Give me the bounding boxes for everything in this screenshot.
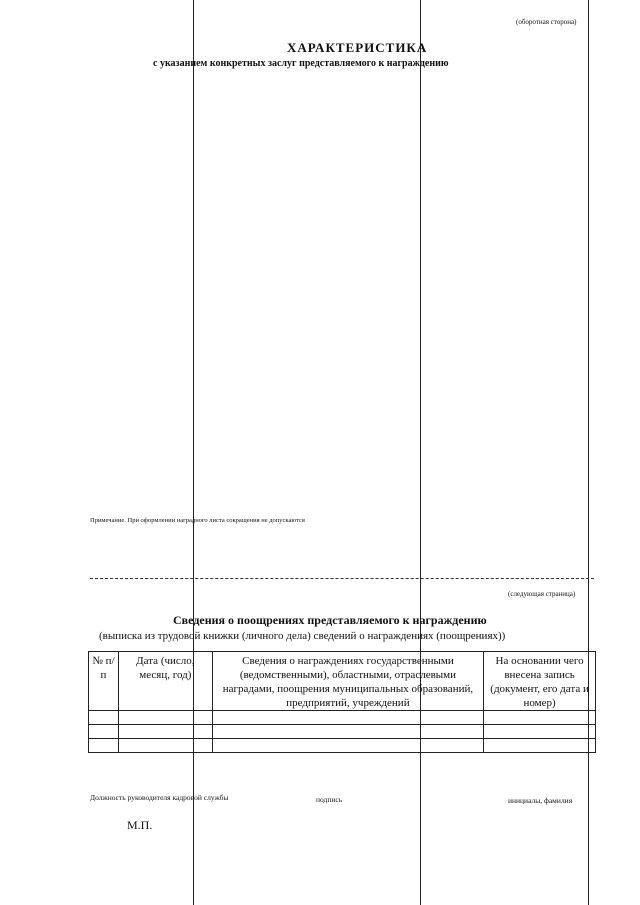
table-cell [212, 739, 483, 753]
signature-label: подпись [316, 795, 343, 804]
table-cell [212, 711, 483, 725]
table-cell [212, 725, 483, 739]
page-divider [90, 578, 594, 579]
table-cell [118, 711, 212, 725]
corner-note-top: (оборотная сторона) [516, 18, 577, 26]
table-cell [89, 725, 119, 739]
table-cell [484, 725, 596, 739]
awards-section-subtitle: (выписка из трудовой книжки (личного дела) сведений о награждениях (поощрениях)) [99, 630, 506, 642]
scan-line-right [588, 0, 589, 905]
table-cell [118, 739, 212, 753]
position-label: Должность руководителя кадровой службы [90, 793, 229, 802]
awards-table [88, 651, 596, 753]
header-basis: На основании чего внесена запись (документ, его дата и номер) [484, 652, 596, 711]
stamp-label: М.П. [127, 818, 153, 832]
table-cell [89, 711, 119, 725]
table-row [89, 725, 596, 739]
footnote: Примечание. При оформлении наградного листа сокращения не допускаются [90, 517, 305, 524]
awards-section-title: Сведения о поощрениях представляемого к награждению [173, 613, 487, 627]
header-number: № п/п [89, 652, 119, 711]
table-row [89, 739, 596, 753]
table-row [89, 711, 596, 725]
corner-note-next: (следующая страница) [508, 590, 576, 598]
characteristic-title: ХАРАКТЕРИСТИКА [287, 40, 428, 55]
scan-line-left [193, 0, 194, 905]
table-cell [118, 725, 212, 739]
header-awards-info: Сведения о награждениях государственными (ведомственными), областными, отраслевыми наградами, поощрения муниципальных образований, предприятий, учреждений [212, 652, 483, 711]
table-cell [484, 739, 596, 753]
header-date: Дата (число, месяц, год) [118, 652, 212, 711]
name-label: инициалы, фамилия [508, 796, 573, 805]
awards-table-header-row [89, 652, 596, 711]
table-cell [89, 739, 119, 753]
table-cell [484, 711, 596, 725]
characteristic-subtitle: с указанием конкретных заслуг представляемого к награждению [153, 58, 449, 69]
scan-line-middle [420, 0, 421, 905]
